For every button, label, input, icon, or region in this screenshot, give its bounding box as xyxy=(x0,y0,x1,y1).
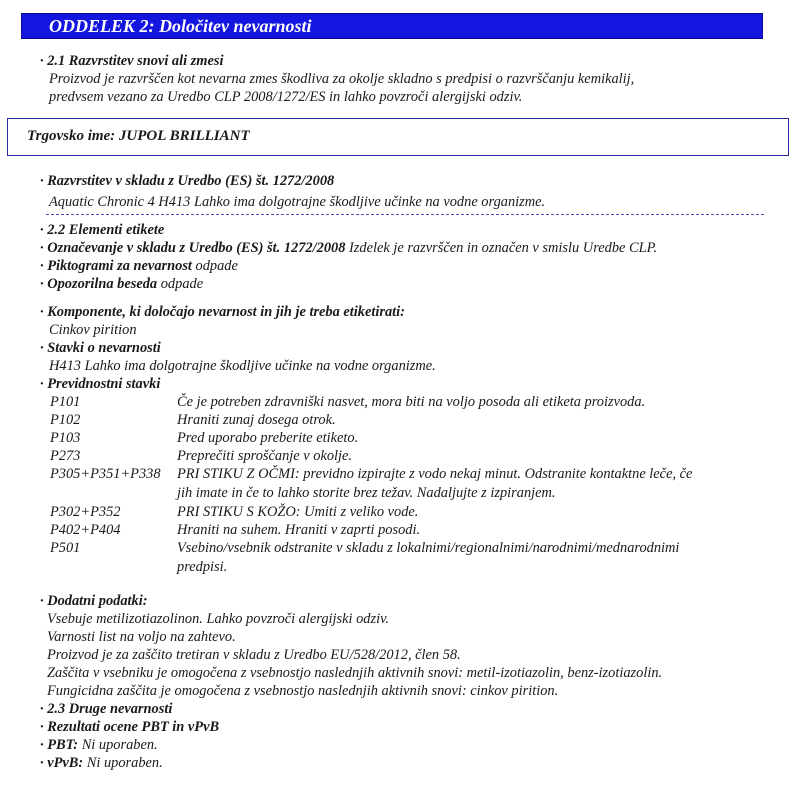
components-title: · Komponente, ki določajo nevarnost in jih je treba etiketirati: xyxy=(40,304,405,320)
precautionary-statements-title: · Previdnostni stavki xyxy=(40,376,161,392)
precaution-code: P501 xyxy=(50,540,81,556)
precaution-text-continued: jih imate in če to lahko storite brez težav. Nadaljujte z izpiranjem. xyxy=(177,485,556,501)
section-2-3-title: · 2.3 Druge nevarnosti xyxy=(40,701,173,717)
additional-info-line: Proizvod je za zaščito tretiran v skladu z Uredbo EU/528/2012, člen 58. xyxy=(47,647,461,663)
classification-title: · Razvrstitev v skladu z Uredbo (ES) št. 1272/2008 xyxy=(40,173,335,189)
signal-word-row xyxy=(40,275,203,293)
precaution-code: P402+P404 xyxy=(50,522,121,538)
hazard-statements-title: · Stavki o nevarnosti xyxy=(40,340,161,356)
precaution-text: Če je potreben zdravniški nasvet, mora biti na voljo posoda ali etiketa proizvoda. xyxy=(177,394,646,410)
section-2-1-title: · 2.1 Razvrstitev snovi ali zmesi xyxy=(40,53,224,69)
precaution-text: Preprečiti sproščanje v okolje. xyxy=(177,448,353,464)
precaution-text: PRI STIKU S KOŽO: Umiti z veliko vode. xyxy=(177,504,419,520)
pbt-row xyxy=(40,736,158,754)
precaution-text: Pred uporabo preberite etiketo. xyxy=(177,430,359,446)
trade-name: Trgovsko ime: JUPOL BRILLIANT xyxy=(27,128,250,144)
section-title: ODDELEK 2: Določitev nevarnosti xyxy=(49,16,312,36)
trade-name-box xyxy=(7,118,789,156)
hazard-statement: H413 Lahko ima dolgotrajne škodljive učinke na vodne organizme. xyxy=(49,358,436,374)
additional-info-line: Fungicidna zaščita je omogočena z vsebnostjo naslednjih aktivnih snovi: cinkov pirition. xyxy=(47,683,559,699)
precaution-text: Hraniti na suhem. Hraniti v zaprti posodi. xyxy=(177,522,421,538)
vpvb-row xyxy=(40,754,163,772)
precaution-code: P273 xyxy=(50,448,81,464)
pbt-value: Ni uporaben. xyxy=(78,737,158,753)
precaution-code: P305+P351+P338 xyxy=(50,466,161,482)
labelling-label: · Označevanje v skladu z Uredbo (ES) št. 1272/2008 xyxy=(40,240,346,256)
labelling-value: Izdelek je razvrščen in označen v smislu Uredbe CLP. xyxy=(345,240,658,256)
classification-line: Aquatic Chronic 4 H413 Lahko ima dolgotrajne škodljive učinke na vodne organizme. xyxy=(49,194,546,210)
dashed-divider xyxy=(46,214,764,215)
precaution-text: PRI STIKU Z OČMI: previdno izpirajte z vodo nekaj minut. Odstranite kontaktne leče, če xyxy=(177,466,693,482)
additional-info-line: Zaščita v vsebniku je omogočena z vsebnostjo naslednjih aktivnih snovi: metil-izotiazolin, benz-izotiazolin. xyxy=(47,665,663,681)
precaution-code: P102 xyxy=(50,412,81,428)
pbt-results-title: · Rezultati ocene PBT in vPvB xyxy=(40,719,220,735)
additional-info-line: Varnosti list na voljo na zahtevo. xyxy=(47,629,236,645)
pbt-label: · PBT: xyxy=(40,737,79,753)
precaution-text: Vsebino/vsebnik odstranite v skladu z lokalnimi/regionalnimi/narodnimi/mednarodnimi xyxy=(177,540,680,556)
labelling-row xyxy=(40,239,657,257)
pictograms-row xyxy=(40,257,238,275)
section-2-1-text-line-2: predvsem vezano za Uredbo CLP 2008/1272/ES in lahko povzroči alergijski odziv. xyxy=(49,89,523,105)
vpvb-label: · vPvB: xyxy=(40,755,84,771)
signal-word-label: · Opozorilna beseda xyxy=(40,276,158,292)
section-header xyxy=(21,13,763,39)
precaution-code: P101 xyxy=(50,394,81,410)
pictograms-value: odpade xyxy=(191,258,238,274)
signal-word-value: odpade xyxy=(157,276,204,292)
components-value: Cinkov pirition xyxy=(49,322,137,338)
precaution-code: P302+P352 xyxy=(50,504,121,520)
section-2-1-text-line-1: Proizvod je razvrščen kot nevarna zmes škodliva za okolje skladno s predpisi o razvrščanju kemikalij, xyxy=(49,71,635,87)
section-2-2-title: · 2.2 Elementi etikete xyxy=(40,222,165,238)
additional-info-title: · Dodatni podatki: xyxy=(40,593,148,609)
vpvb-value: Ni uporaben. xyxy=(83,755,163,771)
additional-info-line: Vsebuje metilizotiazolinon. Lahko povzroči alergijski odziv. xyxy=(47,611,390,627)
precaution-text-continued: predpisi. xyxy=(177,559,228,575)
pictograms-label: · Piktogrami za nevarnost xyxy=(40,258,192,274)
precaution-code: P103 xyxy=(50,430,81,446)
precaution-text: Hraniti zunaj dosega otrok. xyxy=(177,412,336,428)
